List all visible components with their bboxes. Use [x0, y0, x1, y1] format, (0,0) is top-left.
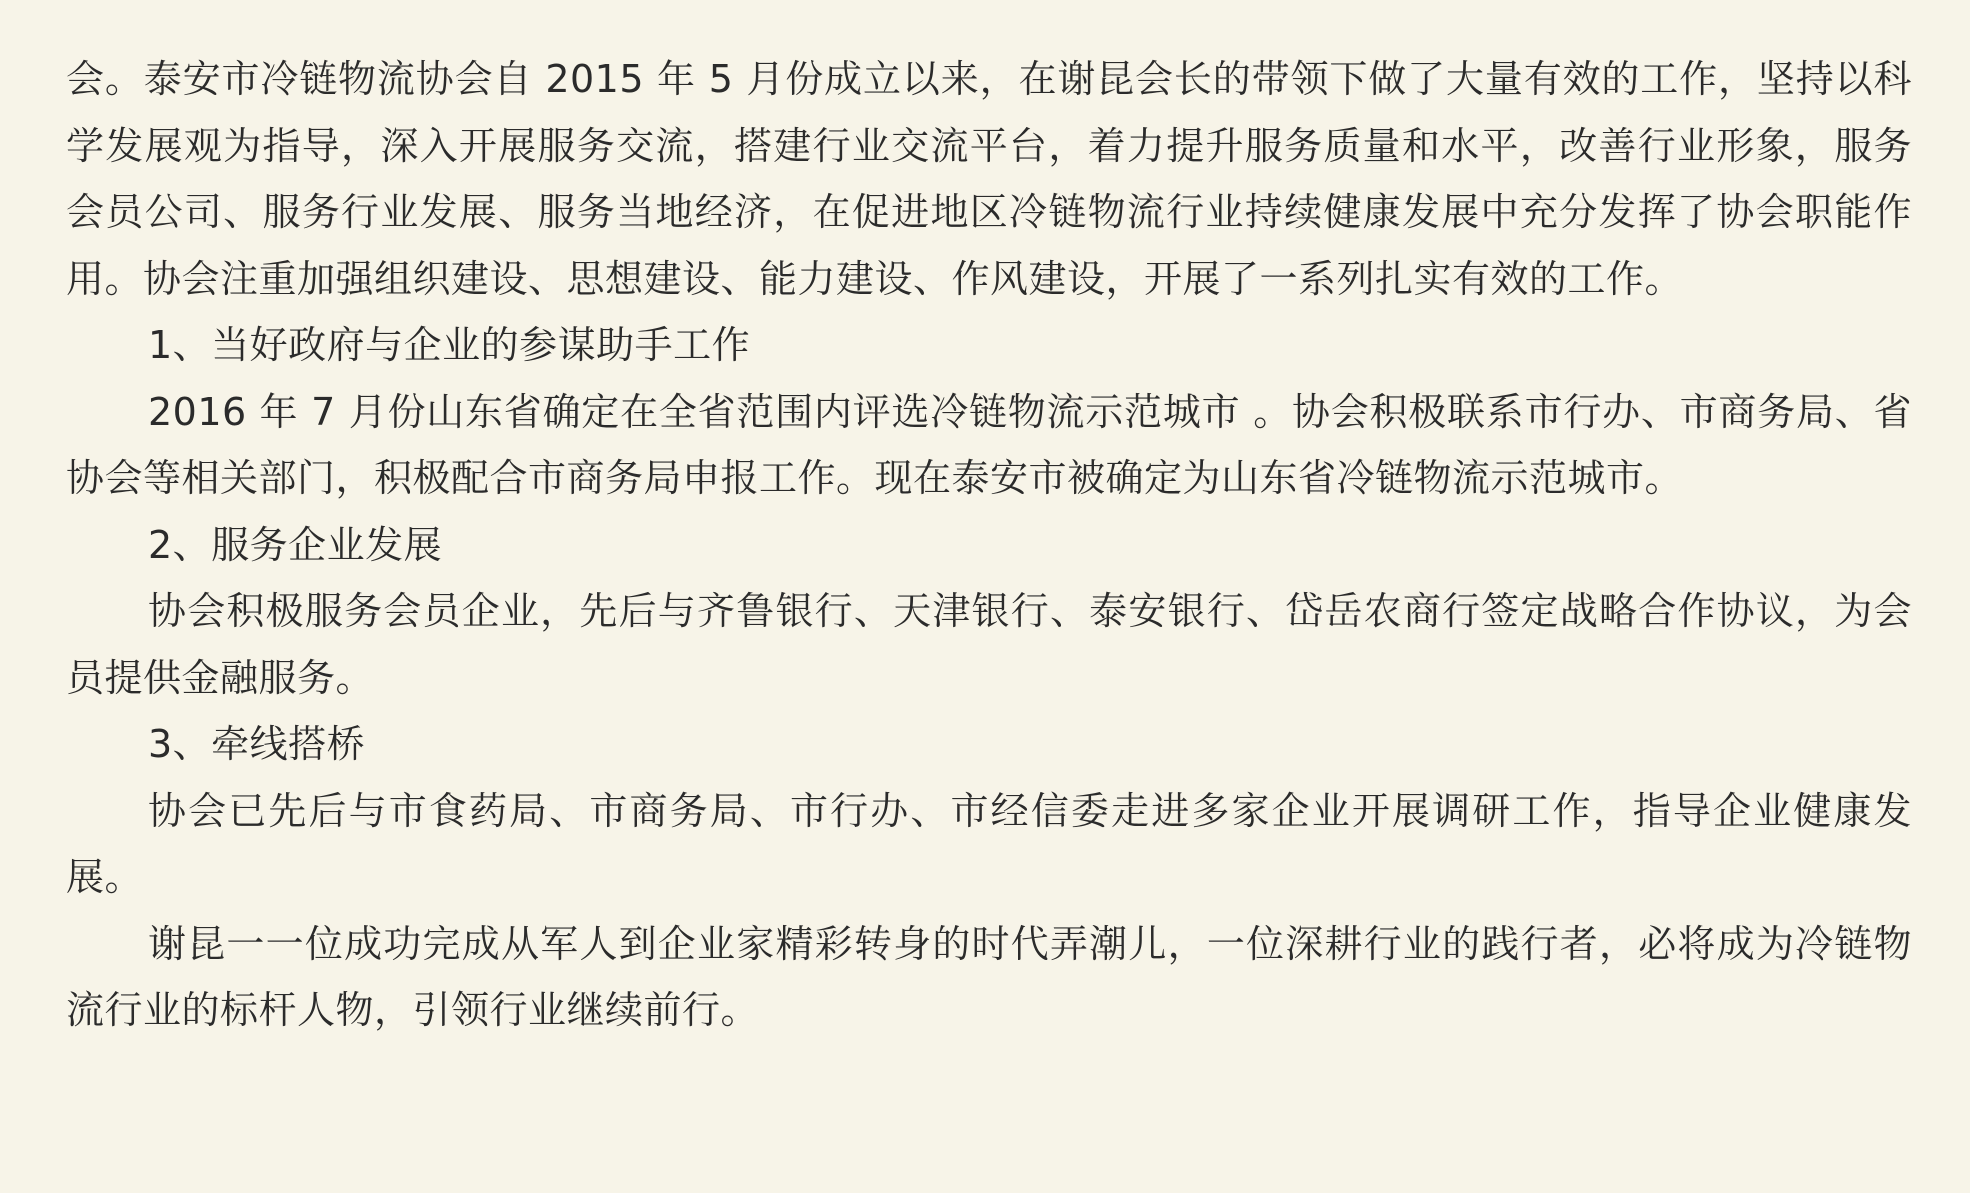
section-2-paragraph: 协会积极服务会员企业，先后与齐鲁银行、天津银行、泰安银行、岱岳农商行签定战略合作协议，为会员提供金融服务。 — [66, 589, 1912, 700]
closing-paragraph: 谢昆一一位成功完成从军人到企业家精彩转身的时代弄潮儿，一位深耕行业的践行者，必将成为冷链物流行业的标杆人物，引领行业继续前行。 — [66, 921, 1912, 1032]
section-heading-1: 1、当好政府与企业的参谋助手工作 — [148, 323, 751, 367]
section-heading-2: 2、服务企业发展 — [148, 522, 443, 567]
section-heading-3: 3、牵线搭桥 — [148, 722, 366, 766]
section-1-paragraph: 2016 年 7 月份山东省确定在全省范围内评选冷链物流示范城市 。协会积极联系市行办、市商务局、省协会等相关部门，积极配合市商务局申报工作。现在泰安市被确定为山东省冷链物流示范城市。 — [66, 389, 1912, 500]
intro-paragraph: 会。泰安市冷链物流协会自 2015 年 5 月份成立以来，在谢昆会长的带领下做了大量有效的工作，坚持以科学发展观为指导，深入开展服务交流，搭建行业交流平台，着力提升服务质量和水平，改善行业形象，服务会员公司、服务行业发展、服务当地经济，在促进地区冷链物流行业持续健康发展中充分发挥了协会职能作用。协会注重加强组织建设、思想建设、能力建设、作风建设，开展了一系列扎实有效的工作。 — [66, 57, 1912, 301]
section-3-paragraph: 协会已先后与市食药局、市商务局、市行办、市经信委走进多家企业开展调研工作，指导企业健康发展。 — [66, 788, 1912, 899]
